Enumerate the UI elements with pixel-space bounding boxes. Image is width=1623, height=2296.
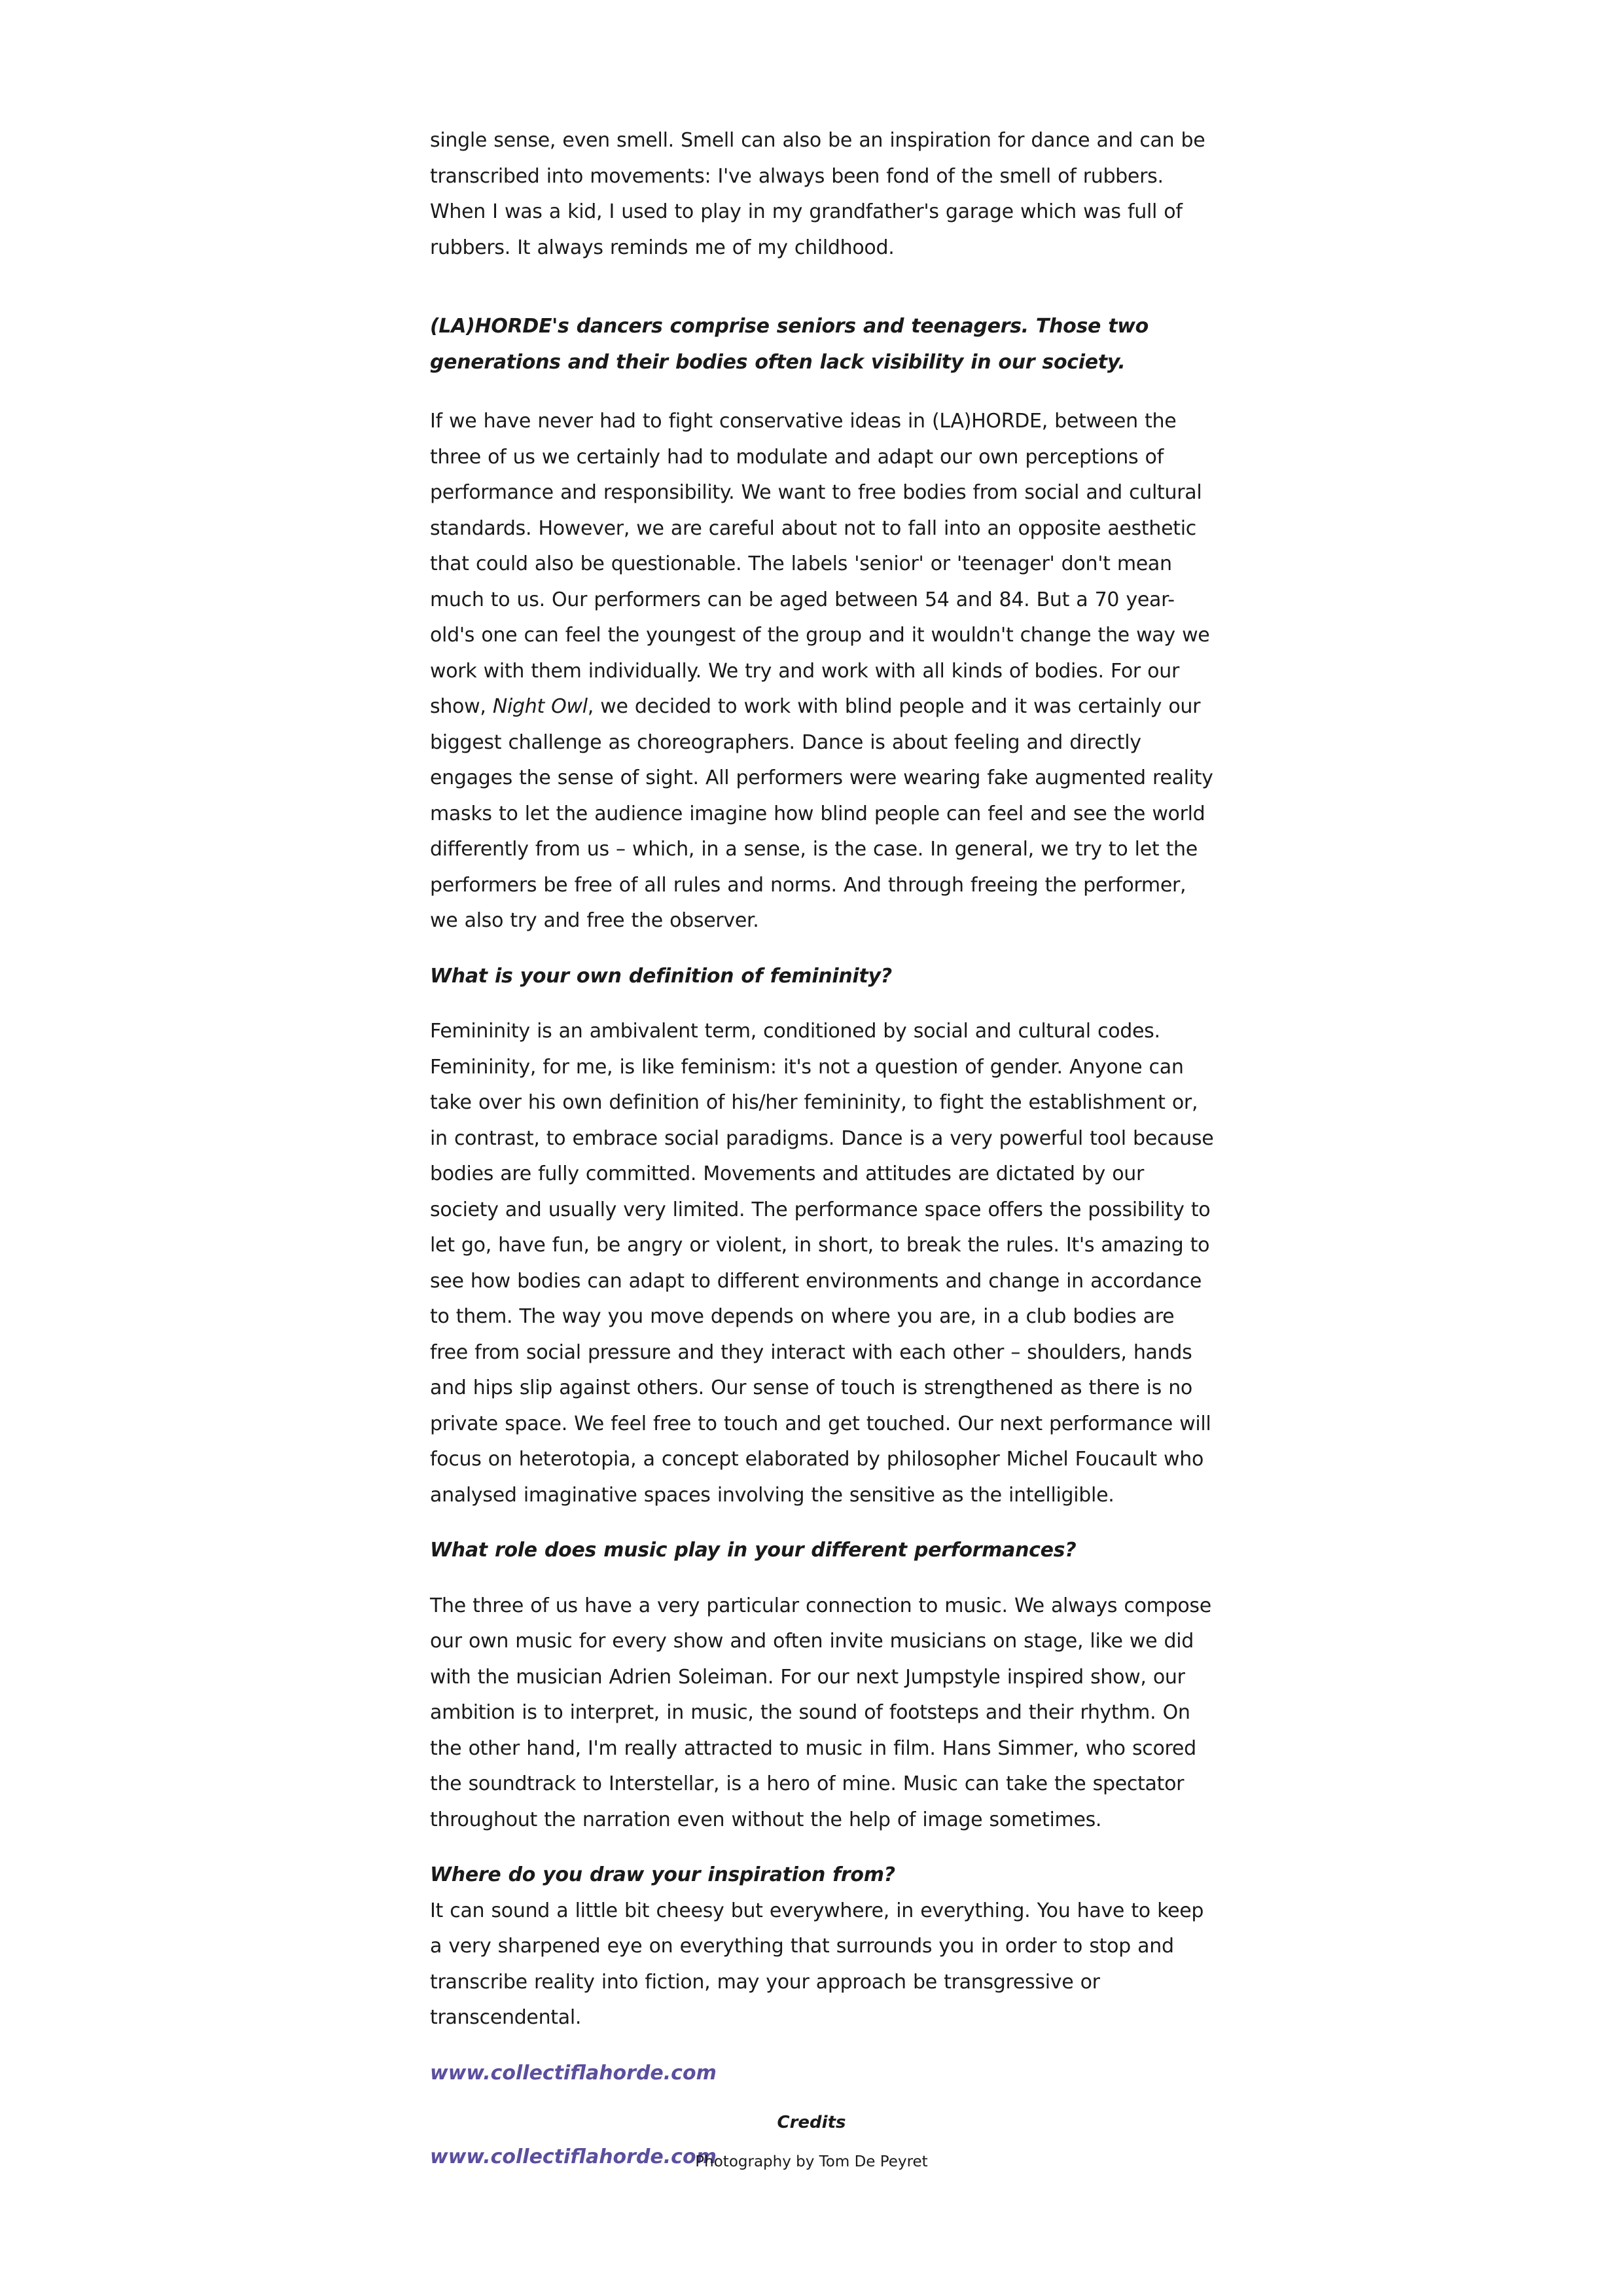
spacer <box>430 1838 1215 1857</box>
answer-seniors-teenagers <box>430 404 1215 939</box>
spacer <box>430 939 1215 959</box>
spacer <box>430 994 1215 1014</box>
answer-inspiration: It can sound a little bit cheesy but everywhere, in everything. You have to keep a very sharpened eye on everything that surrounds you in order to stop and transcribe reality into fiction, may your approach be transgressive or transcendental. <box>430 1899 1204 2029</box>
intro-paragraph: single sense, even smell. Smell can also be an inspiration for dance and can be transcribed into movements: I've always been fond of the smell of rubbers. When I was a kid, I used to play in my grandfather's garage which was full of rubbers. It always reminds me of my childhood. <box>430 129 1205 259</box>
spacer <box>430 1513 1215 1533</box>
website-link-repeat[interactable]: www.collectiflahorde.com <box>430 2145 717 2168</box>
article-body <box>430 123 1215 2175</box>
website-link[interactable]: www.collectiflahorde.com <box>430 2061 717 2085</box>
credits-heading: Credits <box>777 2113 846 2132</box>
spacer <box>430 1569 1215 1588</box>
answer-text-before: If we have never had to fight conservative ideas in (LA)HORDE, between the three of us we certainly had to modulate and adapt our own perceptions of performance and responsibility. We want to free bodies from social and cultural standards. However, we are careful about not to fall into an opposite aesthetic that could also be questionable. The labels 'senior' or 'teenager' don't mean much to us. Our performers can be aged between 54 and 84. But a 70 year-old's one can feel the youngest of the group and it wouldn't change the way we work with them individually. We try and work with all kinds of bodies. For our show, <box>430 410 1210 718</box>
question-music: What role does music play in your different performances? <box>430 1539 1077 1562</box>
spacer <box>430 380 1215 404</box>
answer-music: The three of us have a very particular connection to music. We always compose our own music for every show and often invite musicians on stage, like we did with the musician Adrien Soleiman. For our next Jumpstyle inspired show, our ambition is to interpret, in music, the sound of footsteps and their rhythm. On the other hand, I'm really attracted to music in film. Hans Simmer, who scored the soundtrack to Interstellar, is a hero of mine. Music can take the spectator throughout the narration even without the help of image sometimes. <box>430 1594 1211 1831</box>
question-femininity: What is your own definition of femininity? <box>430 964 892 988</box>
answer-text-after: , we decided to work with blind people and it was certainly our biggest challenge as choreographers. Dance is about feeling and directly engages the sense of sight. All performers were wearing fake augmented reality masks to let the audience imagine how blind people can feel and see the world differently from us – which, in a sense, is the case. In general, we try to let the performers be free of all rules and norms. And through freeing the performer, we also try and free the observer. <box>430 695 1213 932</box>
spacer <box>430 266 1215 309</box>
answer-femininity: Femininity is an ambivalent term, conditioned by social and cultural codes. Femininity, for me, is like feminism: it's not a question of gender. Anyone can take over his own definition of his/her femininity, to fight the establishment or, in contrast, to embrace social paradigms. Dance is a very powerful tool because bodies are fully committed. Movements and attitudes are dictated by our society and usually very limited. The performance space offers the possibility to let go, have fun, be angry or violent, in short, to break the rules. It's amazing to see how bodies can adapt to different environments and change in accordance to them. The way you move depends on where you are, in a club bodies are free from social pressure and they interact with each other – shoulders, hands and hips slip against others. Our sense of touch is strengthened as there is no private space. We feel free to touch and get touched. Our next performance will focus on heterotopia, a concept elaborated by philosopher Michel Foucault who analysed imaginative spaces involving the sensitive as the intelligible. <box>430 1020 1214 1507</box>
show-title-night-owl: Night Owl <box>492 695 588 718</box>
question-inspiration: Where do you draw your inspiration from? <box>430 1863 895 1886</box>
credits-photography: Photography by Tom De Peyret <box>695 2153 928 2170</box>
spacer <box>430 2036 1215 2056</box>
question-seniors-teenagers: (LA)HORDE's dancers comprise seniors and teenagers. Those two generations and their bodies often lack visibility in our society. <box>430 315 1149 374</box>
